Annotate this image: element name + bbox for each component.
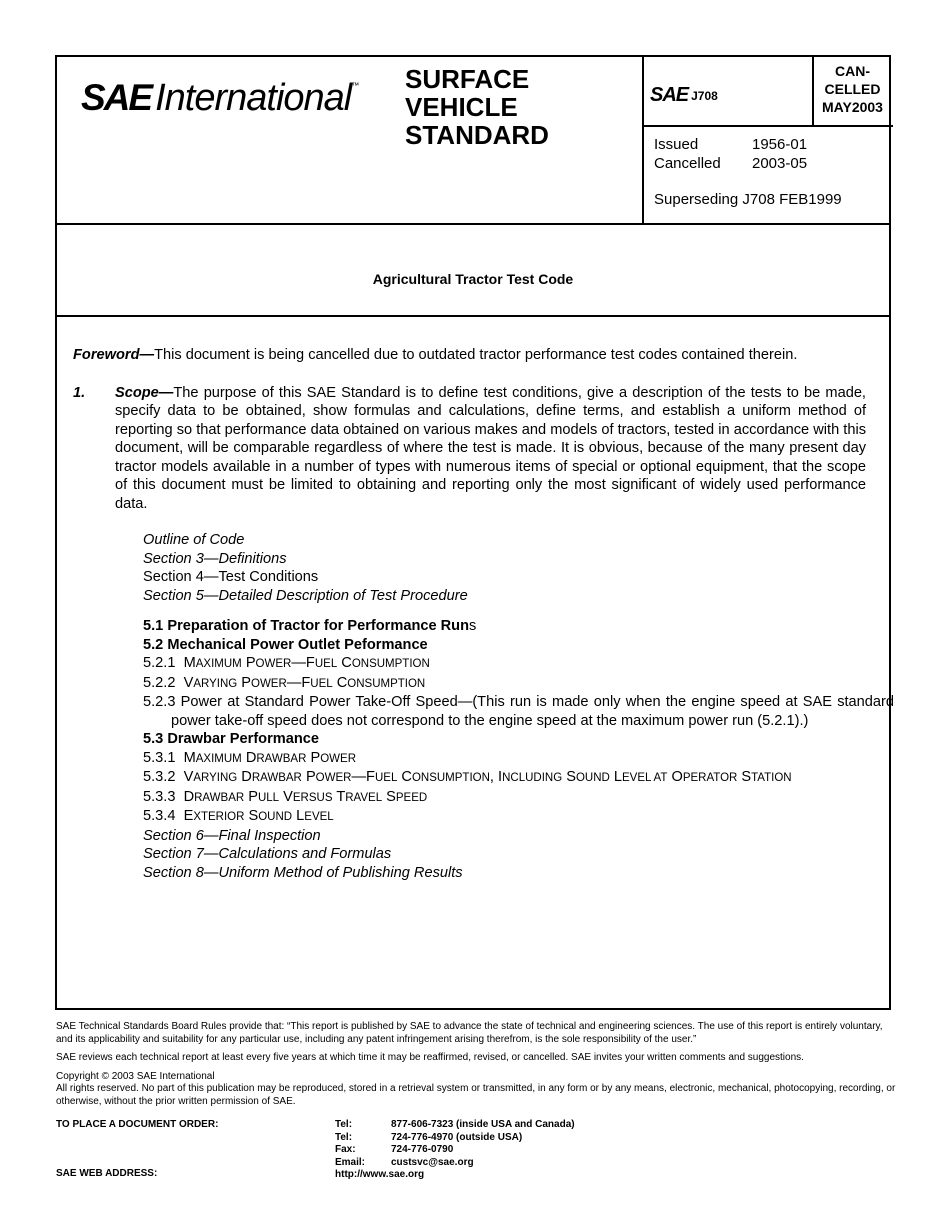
- copyright-note: Copyright © 2003 SAE International All rights reserved. No part of this publication may be reproduced, stored in a retrieval system or transmitted, in any form or by any means, electronic, mechanical, photocopying, recording, or otherwise, without the prior written permission of SAE.: [56, 1070, 896, 1107]
- cancelled-label: Cancelled: [654, 155, 721, 172]
- issued-label: Issued: [654, 136, 699, 153]
- standard-type: [405, 65, 549, 149]
- header-column-divider: [642, 57, 644, 223]
- outline-item: 5.3.4 EXTERIOR SOUND LEVEL: [143, 808, 334, 824]
- web-url-link[interactable]: http://www.sae.org: [335, 1169, 425, 1180]
- doc-number: J708: [691, 88, 718, 103]
- sae-international-logo: [81, 77, 359, 127]
- status-line: MAY2003: [822, 99, 883, 115]
- contact-row: Tel: 877-606-7323 (inside USA and Canada): [335, 1119, 575, 1130]
- logo-trademark: ™: [351, 81, 360, 90]
- status-badge: [814, 62, 891, 116]
- scope-label: Scope—: [115, 384, 174, 401]
- logo-international: International: [155, 77, 352, 119]
- scope-number: 1.: [73, 384, 86, 401]
- cancelled-value: 2003-05: [752, 155, 808, 172]
- status-line: CELLED: [824, 81, 881, 97]
- outline-item: Section 7—Calculations and Formulas: [143, 846, 392, 862]
- contact-list: [335, 1119, 735, 1182]
- outline-item: 5.3 Drawbar Performance: [143, 731, 320, 747]
- status-line: CAN-: [835, 63, 870, 79]
- outline-item: Section 3—Definitions: [143, 550, 287, 567]
- email-link[interactable]: custsvc@sae.org: [391, 1156, 474, 1168]
- doc-number-block: [650, 84, 718, 107]
- outline-of-code: [143, 531, 894, 882]
- standard-type-line: SURFACE: [405, 64, 530, 94]
- outline-item: 5.2.2 VARYING POWER—FUEL CONSUMPTION: [143, 674, 426, 691]
- outline-item: 5.3.1 MAXIMUM DRAWBAR POWER: [143, 749, 356, 766]
- web-label: SAE WEB ADDRESS:: [56, 1168, 158, 1179]
- header-divider: [57, 223, 889, 225]
- standard-type-line: VEHICLE: [405, 92, 518, 122]
- outline-item: 5.3.2 VARYING DRAWBAR POWER—FUEL CONSUMPTION, INCLUDING SOUND LEVEL AT OPERATOR STATION: [143, 769, 792, 785]
- rules-note: SAE Technical Standards Board Rules provide that: “This report is published by SAE to advance the state of technical and engineering sciences. The use of this report is entirely voluntary, and its applicability and suitability for any particular use, including any patent infringement arising therefrom, is the sole responsibility of the user.”: [56, 1021, 883, 1045]
- outline-item: Section 5—Detailed Description of Test Procedure: [143, 587, 468, 604]
- foreword: [73, 346, 866, 365]
- outline-item: Section 8—Uniform Method of Publishing Results: [143, 864, 463, 881]
- review-note: SAE reviews each technical report at least every five years at which time it may be reaffirmed, revised, or cancelled. SAE invites your written comments and suggestions.: [56, 1052, 804, 1063]
- footer-notes: [56, 1021, 896, 1114]
- issued-value: 1956-01: [752, 136, 808, 153]
- contact-row: Tel: 724-776-4970 (outside USA): [335, 1131, 523, 1143]
- outline-item: 5.2.3 Power at Standard Power Take-Off Speed—(This run is made only when the engine speed at SAE standard power take-off speed does not correspond to the engine speed at the maximum power run (5.2.1).): [143, 694, 894, 729]
- outline-item: 5.3.3 DRAWBAR PULL VERSUS TRAVEL SPEED: [143, 788, 428, 805]
- foreword-label: Foreword—: [73, 347, 155, 363]
- document-body: [73, 346, 894, 882]
- document-frame: [55, 55, 894, 1010]
- doc-logo-sae: SAE: [650, 84, 689, 106]
- contact-row: Email: custsvc@sae.org: [335, 1157, 575, 1170]
- outline-item: Section 4—Test Conditions: [143, 569, 319, 585]
- foreword-text: This document is being cancelled due to outdated tractor performance test codes contained therein.: [154, 347, 798, 363]
- scope-section: [73, 384, 866, 514]
- contact-row: Fax: 724-776-0790: [335, 1144, 454, 1155]
- order-label: TO PLACE A DOCUMENT ORDER:: [56, 1119, 219, 1130]
- superseding-note: Superseding J708 FEB1999: [654, 191, 842, 208]
- doc-number-divider: [642, 125, 893, 127]
- outline-item: 5.1 Preparation of Tractor for Performance Runs: [143, 618, 477, 634]
- scope-paragraph: [115, 384, 866, 514]
- title-divider: [57, 315, 889, 317]
- outline-item: 5.2.1 MAXIMUM POWER—FUEL CONSUMPTION: [143, 655, 430, 671]
- issue-dates: [654, 135, 807, 173]
- outline-item: Section 6—Final Inspection: [143, 827, 321, 844]
- outline-heading: Outline of Code: [143, 532, 245, 548]
- standard-type-line: STANDARD: [405, 120, 549, 150]
- outline-item: 5.2 Mechanical Power Outlet Peformance: [143, 636, 428, 653]
- document-title: Agricultural Tractor Test Code: [372, 271, 574, 287]
- logo-sae: SAE: [81, 77, 152, 118]
- scope-text: The purpose of this SAE Standard is to define test conditions, give a description of the tests to be made, specify data to be obtained, show formulas and calculations, define terms, and establish a uniform method of reporting so that performance data obtained on various makes and models of tractors, tested in accordance with this document, will be comparable regardless of where the test is made. It is obvious, because of the many present day tractor models available in a number of types with numerous items of special or optional equipment, that the scope of this document must be limited to obtaining and reporting only the most significant of widely used performance data.: [115, 384, 866, 512]
